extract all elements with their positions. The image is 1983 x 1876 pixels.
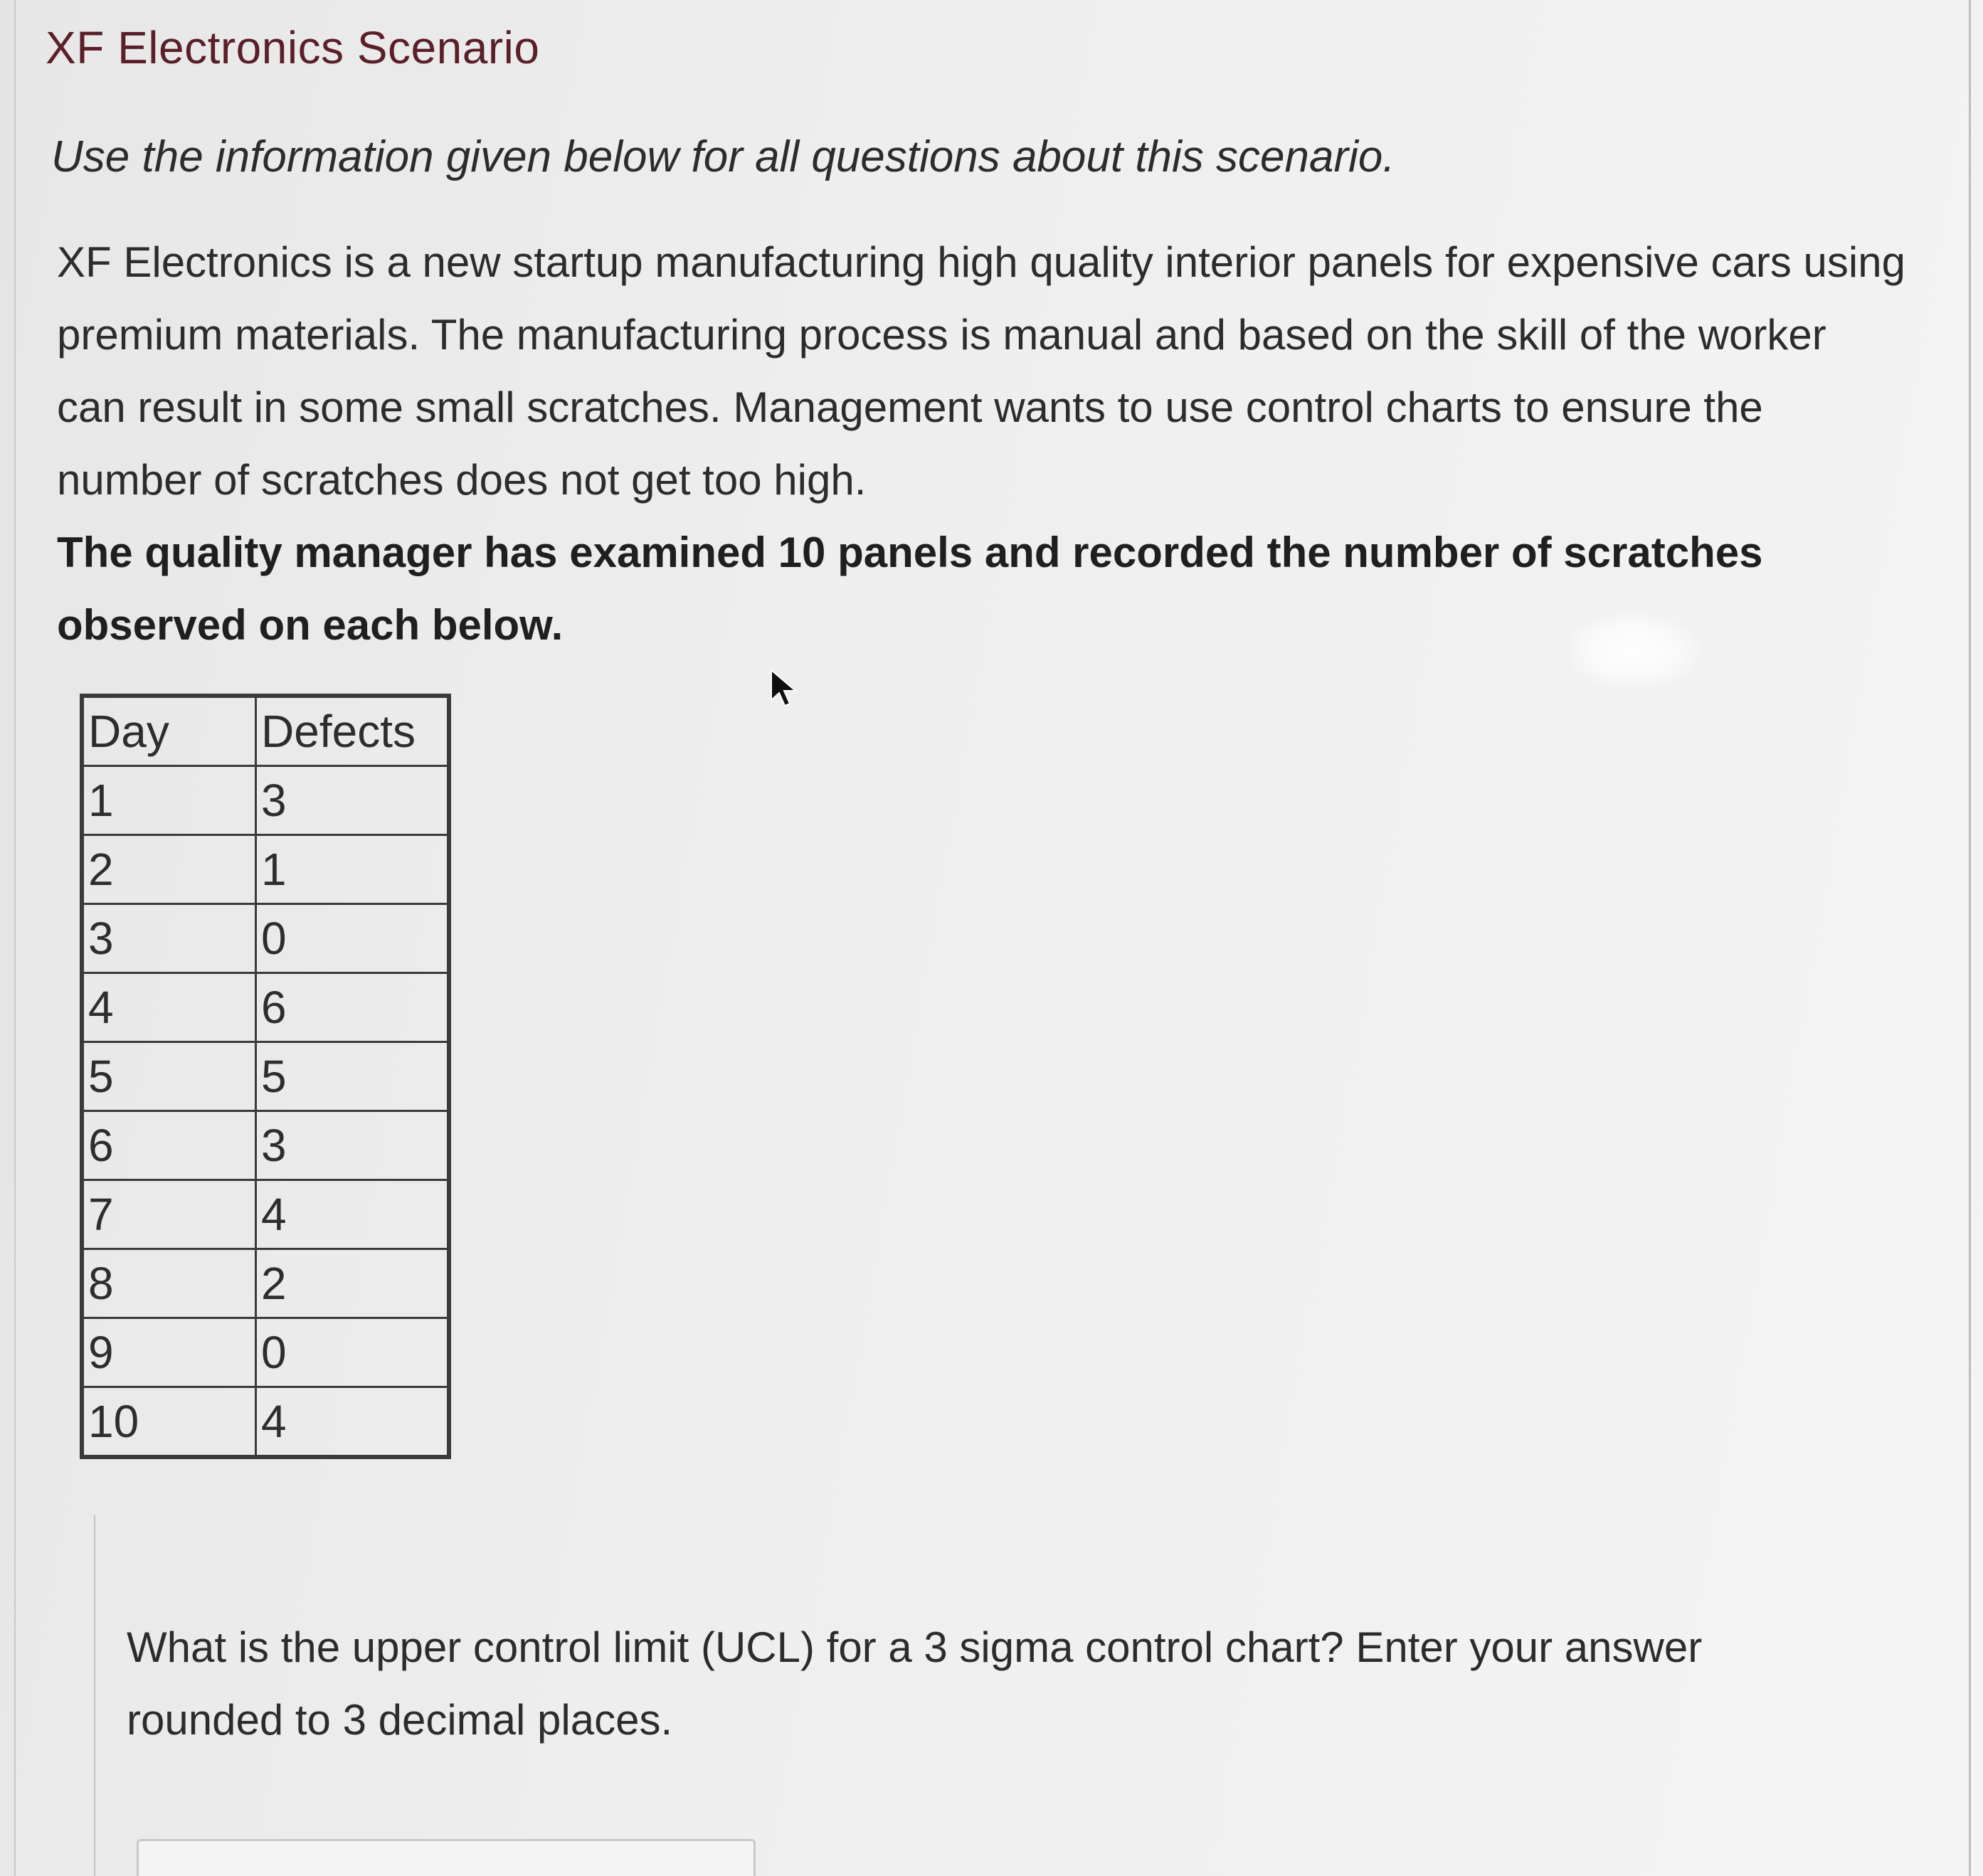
day-cell: 10: [82, 1387, 256, 1458]
defects-cell: 2: [256, 1249, 450, 1318]
question-text: What is the upper control limit (UCL) for a 3 sigma control chart? Enter your answer rounded to 3 decimal places.: [127, 1623, 1703, 1744]
day-cell: 1: [82, 766, 256, 835]
scenario-title: XF Electronics Scenario: [46, 22, 540, 73]
defects-cell: 1: [256, 835, 450, 904]
scenario-bold-statement: The quality manager has examined 10 panels and recorded the number of scratches observed on each below.: [57, 529, 1763, 649]
table-header-row: [82, 696, 449, 766]
defects-cell: 0: [256, 1318, 450, 1387]
defects-cell: 6: [256, 973, 450, 1042]
table-row: [82, 1387, 449, 1458]
defects-cell: 0: [256, 904, 450, 973]
day-cell: 9: [82, 1318, 256, 1387]
table-row: [82, 1249, 449, 1318]
day-cell: 3: [82, 904, 256, 973]
scenario-paragraph: XF Electronics is a new startup manufacturing high quality interior panels for expensive cars using premium materials. The manufacturing process is manual and based on the skill of the worker can result in some small scratches. Management wants to use control charts to ensure the number of scratches does not get too high.: [57, 238, 1905, 504]
table-row: [82, 1111, 449, 1180]
defects-cell: 4: [256, 1387, 450, 1458]
table-row: [82, 973, 449, 1042]
ucl-answer-input[interactable]: [137, 1839, 756, 1876]
day-cell: 6: [82, 1111, 256, 1180]
defects-cell: 5: [256, 1042, 450, 1111]
table-row: [82, 835, 449, 904]
scenario-description: [57, 226, 1907, 662]
table-row: [82, 1042, 449, 1111]
defects-cell: 3: [256, 766, 450, 835]
defects-cell: 4: [256, 1180, 450, 1249]
defects-cell: 3: [256, 1111, 450, 1180]
table-row: [82, 1318, 449, 1387]
mouse-pointer-icon: [768, 667, 801, 710]
column-header-defects: Defects: [256, 696, 450, 766]
day-cell: 5: [82, 1042, 256, 1111]
table-row: [82, 766, 449, 835]
table-row: [82, 1180, 449, 1249]
table-row: [82, 904, 449, 973]
column-header-day: Day: [82, 696, 256, 766]
defects-table: [80, 694, 451, 1459]
day-cell: 8: [82, 1249, 256, 1318]
screen-glare: [1565, 612, 1701, 690]
scenario-instructions: Use the information given below for all questions about this scenario.: [51, 132, 1395, 181]
day-cell: 4: [82, 973, 256, 1042]
day-cell: 7: [82, 1180, 256, 1249]
day-cell: 2: [82, 835, 256, 904]
